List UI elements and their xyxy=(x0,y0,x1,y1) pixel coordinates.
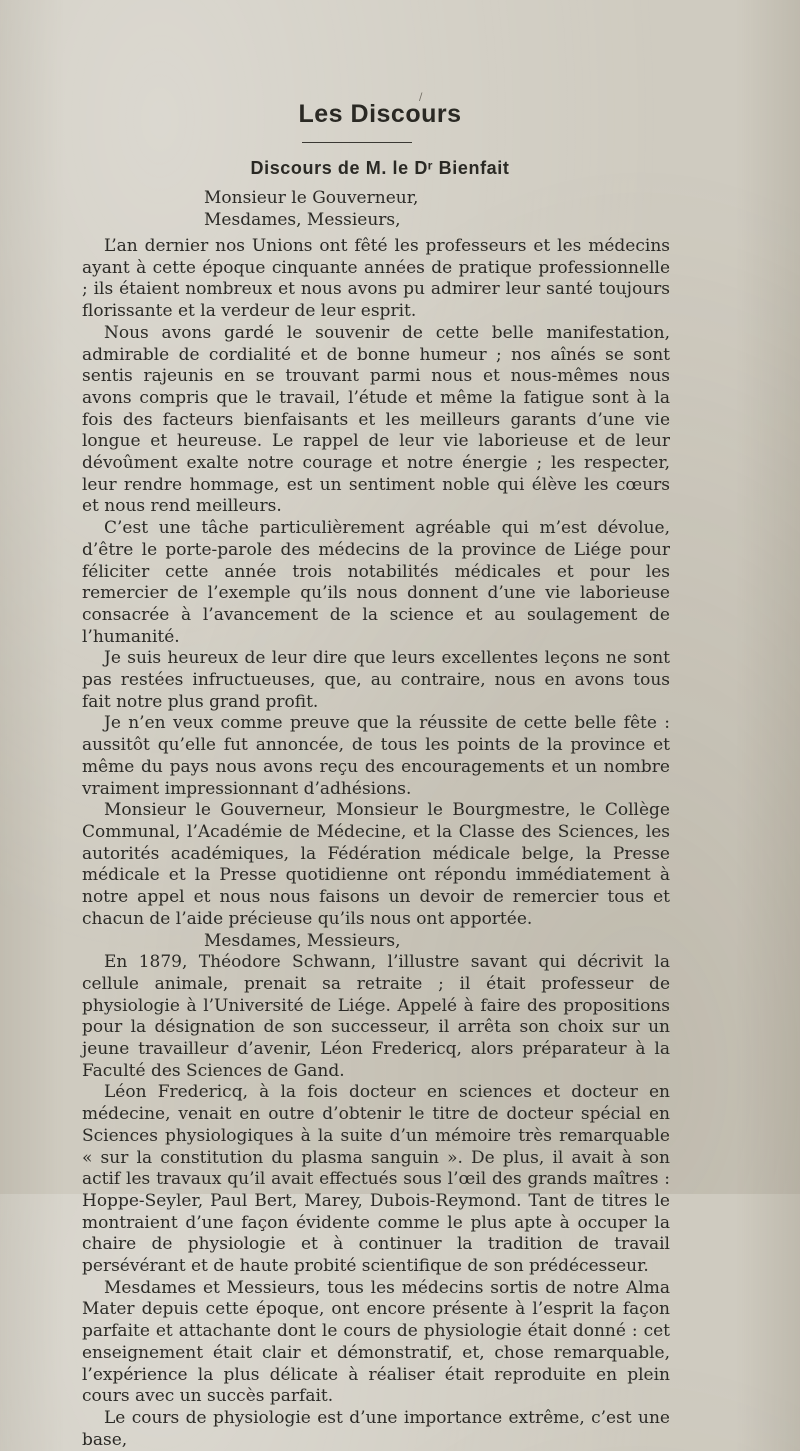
paragraph: Monsieur le Gouverneur, Monsieur le Bourgmestre, le Collège Communal, l’Académie de Médecine, et la Classe des Sciences, les autorités académiques, la Fédération médicale belge, la Presse médicale et la Presse quotidienne ont répondu immédiatement à notre appel et nous nous faisons un devoir de remercier tous et chacun de l’aide précieuse qu’ils nous ont apportée. xyxy=(82,800,670,929)
salutation-line-1: Monsieur le Gouverneur, xyxy=(204,188,419,208)
paragraph: Nous avons gardé le souvenir de cette belle manifestation, admirable de cordialité et de bonne humeur ; nos aînés se sont sentis rajeunis en se trouvant parmi nous et nous-mêmes nous avons compris que le travail, l’étude et même la fatigue sont à la fois des facteurs bienfaisants et les meilleurs garants d’une vie longue et heureuse. Le rappel de leur vie laborieuse et de leur dévoûment exalte notre courage et notre énergie ; les respecter, leur rendre hommage, est un sentiment noble qui élève les cœurs et nous rend meilleurs. xyxy=(82,322,670,517)
page-title: Les Discours xyxy=(298,100,462,128)
pencil-mark: / xyxy=(419,92,423,103)
paragraph: Je suis heureux de leur dire que leurs excellentes leçons ne sont pas restées infructueuses, que, au contraire, nous en avons tous fait notre plus grand profit. xyxy=(82,648,670,712)
paragraph: Le cours de physiologie est d’une importance extrême, c’est une base, xyxy=(82,1407,670,1450)
title-divider xyxy=(302,142,412,143)
paragraph: Léon Fredericq, à la fois docteur en sciences et docteur en médecine, venait en outre d’obtenir le titre de docteur spécial en Sciences physiologiques à la suite d’un mémoire très remarquable « sur la constitution du plasma sanguin ». De plus, il avait à son actif les travaux qu’il avait effectués sous l’œil des grands maîtres : Hoppe-Seyler, Paul Bert, Marey, Dubois-Reymond. Tant de titres le montraient d’une façon évidente comme le plus apte à occuper la chaire de physiologie et à continuer la tradition de travail persévérant et de haute probité scientifique de son prédécesseur. xyxy=(82,1082,670,1277)
paragraph: Je n’en veux comme preuve que la réussite de cette belle fête : aussitôt qu’elle fut annoncée, de tous les points de la province et même du pays nous avons reçu des encouragements et un nombre vraiment impressionnant d’adhésions. xyxy=(82,713,670,799)
mid-salutation: Mesdames, Messieurs, xyxy=(204,930,401,951)
salutation-line-2: Mesdames, Messieurs, xyxy=(204,210,401,230)
paragraph: C’est une tâche particulièrement agréable qui m’est dévolue, d’être le porte-parole des médecins de la province de Liége pour féliciter cette année trois notabilités médicales et pour les remercier de l’exemple qu’ils nous donnent d’une vie laborieuse consacrée à l’avancement de la science et au soulagement de l’humanité. xyxy=(82,518,670,647)
paragraph: L’an dernier nos Unions ont fêté les professeurs et les médecins ayant à cette époque cinquante années de pratique professionnelle ; ils étaient nombreux et nous avons pu admirer leur santé toujours florissante et la verdeur de leur esprit. xyxy=(82,236,670,322)
paragraph: En 1879, Théodore Schwann, l’illustre savant qui décrivit la cellule animale, prenait sa retraite ; il était professeur de physiologie à l’Université de Liége. Appelé à faire des propositions pour la désignation de son successeur, il arrêta son choix sur un jeune travailleur d’avenir, Léon Fredericq, alors préparateur à la Faculté des Sciences de Gand. xyxy=(82,952,670,1081)
speech-heading: Discours de M. le Dʳ Bienfait xyxy=(250,158,510,178)
speech-body xyxy=(82,236,670,1451)
paragraph: Mesdames et Messieurs, tous les médecins sortis de notre Alma Mater depuis cette époque, ont encore présente à l’esprit la façon parfaite et attachante dont le cours de physiologie était donné : cet enseignement était clair et démonstratif, et, chose remarquable, l’expérience la plus délicate à réaliser était reproduite en plein cours avec un succès parfait. xyxy=(82,1277,670,1407)
